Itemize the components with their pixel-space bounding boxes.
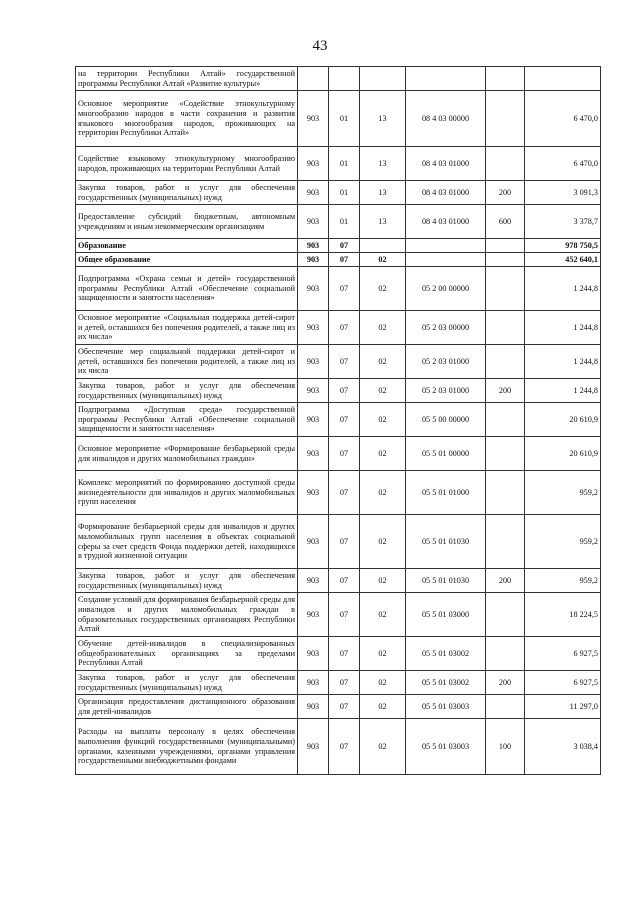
row-subsection-cell: 02 (360, 593, 406, 637)
row-name-cell: Обучение детей-инвалидов в специализированных общеобразовательных организациях за пределами Республики Алтай (76, 637, 298, 671)
row-section-cell: 07 (329, 671, 360, 695)
row-subsection-cell: 02 (360, 345, 406, 379)
row-section-cell: 07 (329, 253, 360, 267)
row-name-cell: Комплекс мероприятий по формированию доступной среды жизнедеятельности для инвалидов и других маломобильных групп населения (76, 471, 298, 515)
row-grbs-cell: 903 (298, 637, 329, 671)
row-target-article-cell: 08 4 03 01000 (406, 147, 486, 181)
row-amount-cell: 11 297,0 (525, 695, 601, 719)
row-grbs-cell: 903 (298, 671, 329, 695)
row-subsection-cell: 02 (360, 311, 406, 345)
row-subsection-cell: 02 (360, 515, 406, 569)
row-name-cell: Закупка товаров, работ и услуг для обеспечения государственных (муниципальных) нужд (76, 181, 298, 205)
row-name-cell: Общее образование (76, 253, 298, 267)
row-amount-cell: 1 244,8 (525, 311, 601, 345)
table-row (76, 671, 601, 695)
row-subsection-cell: 13 (360, 205, 406, 239)
row-grbs-cell: 903 (298, 253, 329, 267)
row-target-article-cell: 05 2 00 00000 (406, 267, 486, 311)
row-section-cell: 07 (329, 515, 360, 569)
row-section-cell: 07 (329, 267, 360, 311)
row-amount-cell: 6 927,5 (525, 637, 601, 671)
row-grbs-cell: 903 (298, 719, 329, 775)
row-subsection-cell: 02 (360, 437, 406, 471)
row-target-article-cell: 08 4 03 01000 (406, 205, 486, 239)
row-name-cell: Подпрограмма «Охрана семьи и детей» государственной программы Республики Алтай «Обеспечение социальной защищенности и занятости населения» (76, 267, 298, 311)
row-target-article-cell: 05 5 01 01000 (406, 471, 486, 515)
row-name-cell: Предоставление субсидий бюджетным, автономным учреждениям и иным некоммерческим организациям (76, 205, 298, 239)
row-amount-cell: 959,2 (525, 569, 601, 593)
row-subsection-cell: 02 (360, 719, 406, 775)
row-grbs-cell: 903 (298, 437, 329, 471)
row-target-article-cell: 05 5 01 03002 (406, 671, 486, 695)
row-amount-cell: 452 640,1 (525, 253, 601, 267)
row-section-cell: 07 (329, 471, 360, 515)
row-amount-cell (525, 67, 601, 91)
row-grbs-cell: 903 (298, 91, 329, 147)
row-section-cell: 07 (329, 637, 360, 671)
row-grbs-cell (298, 67, 329, 91)
row-name-cell: Обеспечение мер социальной поддержки детей-сирот и детей, оставшихся без попечения родителей, а также лиц из их числа (76, 345, 298, 379)
row-expense-type-cell (486, 67, 525, 91)
row-expense-type-cell (486, 695, 525, 719)
table-row (76, 637, 601, 671)
row-amount-cell: 978 750,5 (525, 239, 601, 253)
row-subsection-cell: 02 (360, 253, 406, 267)
row-name-cell: Создание условий для формирования безбарьерной среды для инвалидов и других маломобильных граждан в образовательных государственных организациях Республики Алтай (76, 593, 298, 637)
row-name-cell: Содействие языковому этнокультурному многообразию народов, проживающих на территории Республики Алтай (76, 147, 298, 181)
row-subsection-cell: 02 (360, 267, 406, 311)
table-row (76, 437, 601, 471)
row-amount-cell: 6 927,5 (525, 671, 601, 695)
row-target-article-cell: 05 5 01 03003 (406, 719, 486, 775)
row-section-cell: 07 (329, 437, 360, 471)
table-row (76, 181, 601, 205)
row-expense-type-cell (486, 345, 525, 379)
row-name-cell: Формирование безбарьерной среды для инвалидов и других маломобильных групп населения в объектах социальной сферы за счет средств Фонда поддержки детей, находящихся в трудной жизненной ситуации (76, 515, 298, 569)
row-amount-cell: 959,2 (525, 515, 601, 569)
row-expense-type-cell (486, 239, 525, 253)
table-row (76, 345, 601, 379)
row-target-article-cell: 05 5 01 00000 (406, 437, 486, 471)
row-grbs-cell: 903 (298, 239, 329, 253)
table-row (76, 205, 601, 239)
row-name-cell: на территории Республики Алтай» государственной программы Республики Алтай «Развитие культуры» (76, 67, 298, 91)
row-expense-type-cell (486, 267, 525, 311)
row-target-article-cell (406, 253, 486, 267)
row-name-cell: Закупка товаров, работ и услуг для обеспечения государственных (муниципальных) нужд (76, 671, 298, 695)
row-expense-type-cell: 200 (486, 569, 525, 593)
page-number: 43 (312, 38, 328, 54)
row-grbs-cell: 903 (298, 311, 329, 345)
row-name-cell: Образование (76, 239, 298, 253)
row-expense-type-cell (486, 593, 525, 637)
row-expense-type-cell: 200 (486, 671, 525, 695)
row-grbs-cell: 903 (298, 205, 329, 239)
row-target-article-cell (406, 67, 486, 91)
row-section-cell: 01 (329, 181, 360, 205)
row-subsection-cell: 02 (360, 637, 406, 671)
row-amount-cell: 1 244,8 (525, 379, 601, 403)
row-grbs-cell: 903 (298, 593, 329, 637)
row-expense-type-cell: 600 (486, 205, 525, 239)
row-expense-type-cell: 200 (486, 379, 525, 403)
row-grbs-cell: 903 (298, 267, 329, 311)
row-expense-type-cell (486, 91, 525, 147)
row-section-cell: 07 (329, 379, 360, 403)
row-name-cell: Закупка товаров, работ и услуг для обеспечения государственных (муниципальных) нужд (76, 569, 298, 593)
row-subsection-cell (360, 239, 406, 253)
table-row (76, 719, 601, 775)
row-expense-type-cell (486, 437, 525, 471)
row-expense-type-cell (486, 147, 525, 181)
table-row (76, 379, 601, 403)
row-subsection-cell: 02 (360, 671, 406, 695)
row-section-cell: 07 (329, 403, 360, 437)
row-section-cell: 07 (329, 345, 360, 379)
row-section-cell: 07 (329, 593, 360, 637)
row-grbs-cell: 903 (298, 695, 329, 719)
row-expense-type-cell: 200 (486, 181, 525, 205)
row-target-article-cell: 05 2 03 00000 (406, 311, 486, 345)
row-target-article-cell: 08 4 03 00000 (406, 91, 486, 147)
row-amount-cell: 6 470,0 (525, 91, 601, 147)
row-expense-type-cell (486, 403, 525, 437)
row-subsection-cell: 02 (360, 569, 406, 593)
table-row (76, 471, 601, 515)
row-expense-type-cell (486, 471, 525, 515)
row-expense-type-cell (486, 311, 525, 345)
row-subsection-cell: 13 (360, 181, 406, 205)
row-section-cell (329, 67, 360, 91)
row-grbs-cell: 903 (298, 345, 329, 379)
row-name-cell: Основное мероприятие «Социальная поддержка детей-сирот и детей, оставшихся без попечения родителей, а также лиц из их числа» (76, 311, 298, 345)
row-grbs-cell: 903 (298, 181, 329, 205)
table-row (76, 267, 601, 311)
table-row (76, 515, 601, 569)
table-row (76, 67, 601, 91)
row-section-cell: 07 (329, 569, 360, 593)
row-amount-cell: 3 091,3 (525, 181, 601, 205)
row-expense-type-cell: 100 (486, 719, 525, 775)
row-subsection-cell: 13 (360, 91, 406, 147)
table-row (76, 569, 601, 593)
table-row (76, 253, 601, 267)
table-body (76, 67, 601, 775)
row-target-article-cell: 05 2 03 01000 (406, 379, 486, 403)
row-amount-cell: 1 244,8 (525, 267, 601, 311)
budget-table (75, 66, 601, 775)
table-row (76, 91, 601, 147)
row-amount-cell: 959,2 (525, 471, 601, 515)
row-amount-cell: 3 378,7 (525, 205, 601, 239)
row-expense-type-cell (486, 253, 525, 267)
row-target-article-cell (406, 239, 486, 253)
row-section-cell: 07 (329, 695, 360, 719)
row-target-article-cell: 05 5 01 03003 (406, 695, 486, 719)
row-name-cell: Подпрограмма «Доступная среда» государственной программы Республики Алтай «Обеспечение социальной защищенности и занятости населения» (76, 403, 298, 437)
row-section-cell: 01 (329, 147, 360, 181)
row-target-article-cell: 05 5 00 00000 (406, 403, 486, 437)
row-grbs-cell: 903 (298, 147, 329, 181)
row-section-cell: 07 (329, 239, 360, 253)
row-name-cell: Основное мероприятие «Формирование безбарьерной среды для инвалидов и других маломобильных граждан» (76, 437, 298, 471)
row-target-article-cell: 05 5 01 01030 (406, 515, 486, 569)
row-target-article-cell: 05 5 01 01030 (406, 569, 486, 593)
row-target-article-cell: 05 2 03 01000 (406, 345, 486, 379)
row-name-cell: Закупка товаров, работ и услуг для обеспечения государственных (муниципальных) нужд (76, 379, 298, 403)
row-subsection-cell (360, 67, 406, 91)
row-amount-cell: 3 038,4 (525, 719, 601, 775)
row-amount-cell: 18 224,5 (525, 593, 601, 637)
row-amount-cell: 1 244,8 (525, 345, 601, 379)
row-target-article-cell: 08 4 03 01000 (406, 181, 486, 205)
row-section-cell: 07 (329, 311, 360, 345)
row-grbs-cell: 903 (298, 403, 329, 437)
row-subsection-cell: 02 (360, 695, 406, 719)
row-subsection-cell: 02 (360, 471, 406, 515)
row-name-cell: Расходы на выплаты персоналу в целях обеспечения выполнения функций государственными (муниципальными) органами, казенными учреждениями, органами управления государственными внебюджетными фондами (76, 719, 298, 775)
row-section-cell: 01 (329, 205, 360, 239)
row-grbs-cell: 903 (298, 515, 329, 569)
row-amount-cell: 6 470,0 (525, 147, 601, 181)
row-name-cell: Основное мероприятие «Содействие этнокультурному многообразию народов в части сохранения и развития языкового многообразия народов, проживающих на территории Республики Алтай» (76, 91, 298, 147)
row-expense-type-cell (486, 637, 525, 671)
row-subsection-cell: 02 (360, 379, 406, 403)
row-grbs-cell: 903 (298, 569, 329, 593)
row-subsection-cell: 13 (360, 147, 406, 181)
row-grbs-cell: 903 (298, 379, 329, 403)
row-section-cell: 01 (329, 91, 360, 147)
table-row (76, 311, 601, 345)
row-amount-cell: 20 610,9 (525, 403, 601, 437)
table-row (76, 695, 601, 719)
table-row (76, 593, 601, 637)
row-section-cell: 07 (329, 719, 360, 775)
table-row (76, 147, 601, 181)
row-grbs-cell: 903 (298, 471, 329, 515)
row-expense-type-cell (486, 515, 525, 569)
row-target-article-cell: 05 5 01 03000 (406, 593, 486, 637)
table-row (76, 239, 601, 253)
row-target-article-cell: 05 5 01 03002 (406, 637, 486, 671)
row-amount-cell: 20 610,9 (525, 437, 601, 471)
row-name-cell: Организация предоставления дистанционного образования для детей-инвалидов (76, 695, 298, 719)
table-row (76, 403, 601, 437)
row-subsection-cell: 02 (360, 403, 406, 437)
